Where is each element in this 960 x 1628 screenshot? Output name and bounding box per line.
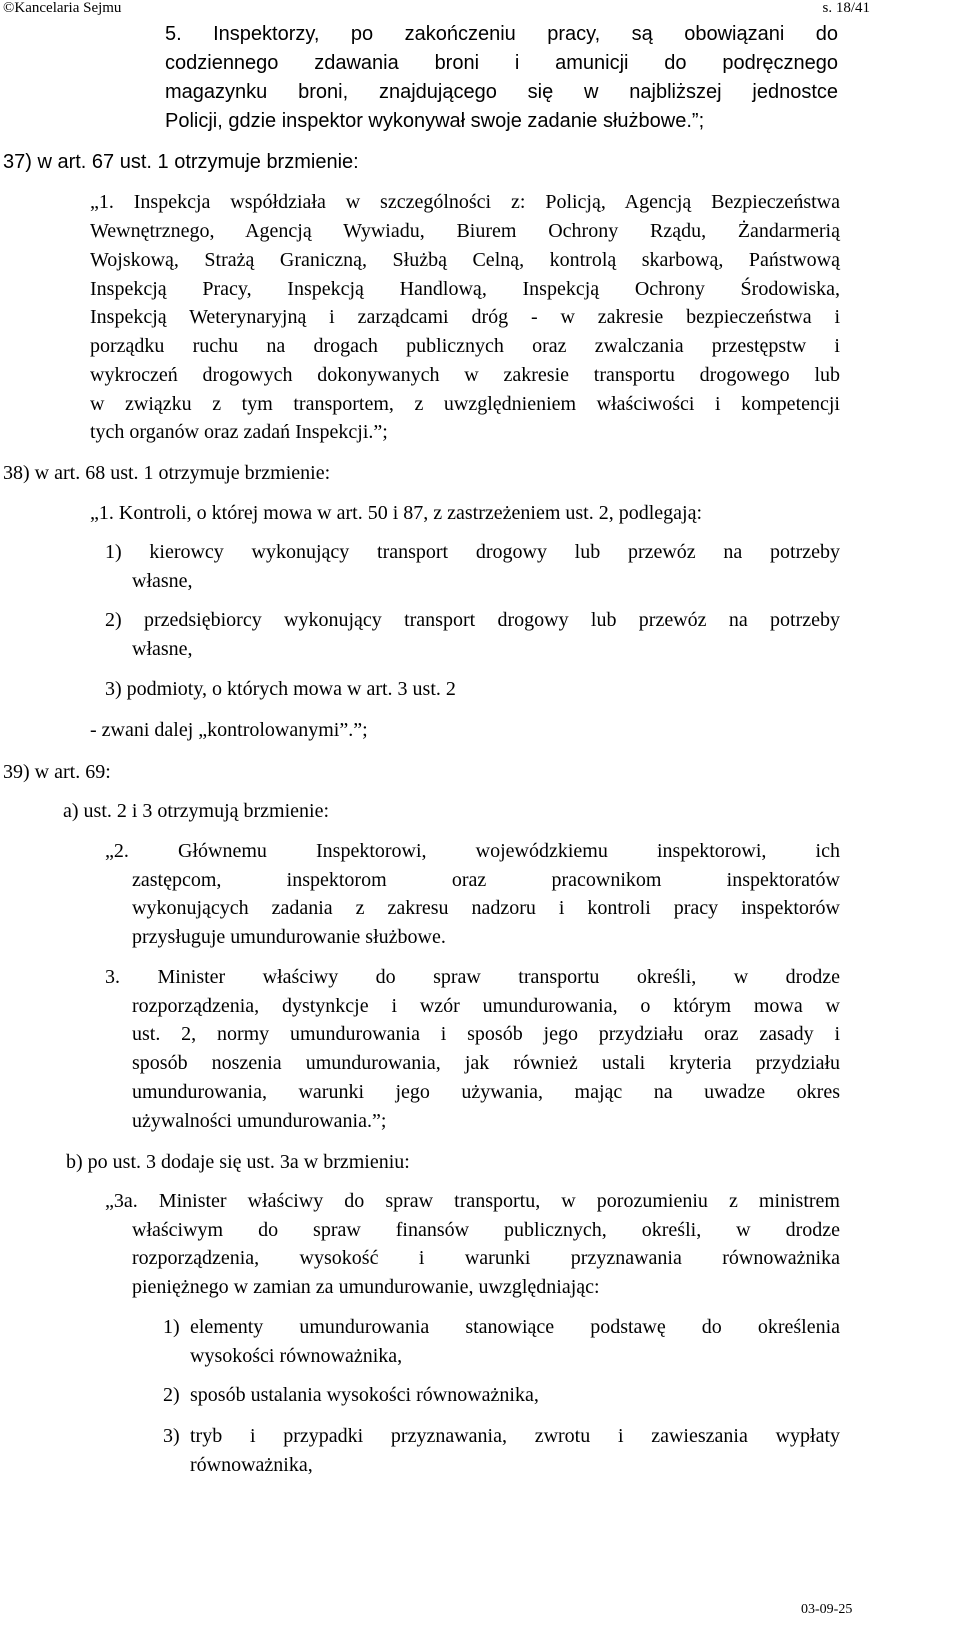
item-39-ust3a	[105, 1187, 840, 1302]
text-line: elementy umundurowania stanowiące podstawę do określenia	[190, 1316, 840, 1338]
text-line: pieniężnego w zamian za umundurowanie, uwzględniając:	[132, 1276, 600, 1299]
text-line: umundurowania, warunki jego używania, mając na uwadze okres	[132, 1080, 840, 1103]
item-38-point-2	[105, 606, 840, 663]
item-38-heading: 38) w art. 68 ust. 1 otrzymuje brzmienie:	[3, 462, 331, 484]
paragraph-art36-ust5	[165, 20, 838, 136]
text-line: wykonujących zadania z zakresu nadzoru i kontroli pracy inspektorów	[132, 897, 840, 919]
item-38-point-3: 3) podmioty, o których mowa w art. 3 ust. 2	[105, 678, 456, 700]
text-line: własne,	[132, 569, 193, 592]
text-line: 5. Inspektorzy, po zakończeniu pracy, są obowiązani do	[165, 23, 838, 45]
item-37-quote-body	[90, 217, 840, 447]
text-line: 1) kierowcy wykonujący transport drogowy lub przewóz na potrzeby	[105, 541, 840, 563]
item-39-point-2: sposób ustalania wysokości równoważnika,	[190, 1384, 539, 1406]
text-line: tych organów oraz zadań Inspekcji.”;	[90, 421, 388, 444]
point-number: 3)	[163, 1425, 180, 1447]
text-line: własne,	[132, 637, 193, 660]
point-number: 1)	[163, 1316, 180, 1338]
text-line: używalności umundurowania.”;	[132, 1109, 387, 1132]
text-line: Wojskową, Strażą Graniczną, Służbą Celną, kontrolą skarbową, Państwową	[90, 248, 840, 271]
item-37-heading: 37) w art. 67 ust. 1 otrzymuje brzmienie:	[3, 151, 359, 173]
text-line: Inspekcją Weterynaryjną i zarządcami dróg - w zakresie bezpieczeństwa i	[90, 306, 840, 329]
item-39-ust3	[105, 963, 840, 1135]
text-line: równoważnika,	[190, 1453, 313, 1476]
text-line: „2. Głównemu Inspektorowi, wojewódzkiemu inspektorowi, ich	[105, 840, 840, 862]
text-line: porządku ruchu na drogach publicznych oraz zwalczania przestępstw i	[90, 335, 840, 357]
header-page-number: s. 18/41	[822, 0, 870, 16]
text-line: Inspekcją Pracy, Inspekcją Handlową, Inspekcją Ochrony Środowiska,	[90, 277, 840, 300]
text-line: 2) przedsiębiorcy wykonujący transport drogowy lub przewóz na potrzeby	[105, 609, 840, 631]
text-line: zastępcom, inspektorom oraz pracownikom inspektoratów	[132, 868, 840, 891]
text-line: właściwym do spraw finansów publicznych, określi, w drodze	[132, 1218, 840, 1241]
footer-date: 03-09-25	[801, 1602, 853, 1617]
text-line: 3. Minister właściwy do spraw transportu określi, w drodze	[105, 966, 840, 988]
item-37-quote	[90, 188, 840, 217]
text-line: ust. 2, normy umundurowania i sposób jego przydziału oraz zasady i	[132, 1023, 840, 1046]
text-line: wysokości równoważnika,	[190, 1344, 403, 1367]
point-number: 2)	[163, 1384, 180, 1406]
text-line: „3a. Minister właściwy do spraw transportu, w porozumieniu z ministrem	[105, 1190, 840, 1212]
text-line: w związku z tym transportem, z uwzględnieniem właściwości i kompetencji	[90, 392, 840, 415]
item-38-closing: - zwani dalej „kontrolowanymi”.”;	[90, 719, 368, 741]
item-39-a-heading: a) ust. 2 i 3 otrzymują brzmienie:	[63, 800, 330, 822]
text-line: rozporządzenia, dystynkcje i wzór umundurowania, o którym mowa w	[132, 994, 840, 1017]
item-39-point-3	[190, 1422, 840, 1479]
text-line: magazynku broni, znajdującego się w najbliższej jednostce	[165, 81, 838, 103]
text-line: codziennego zdawania broni i amunicji do podręcznego	[165, 52, 838, 74]
text-line: przysługuje umundurowanie służbowe.	[132, 925, 446, 948]
item-39-ust2	[105, 837, 840, 951]
text-line: Policji, gdzie inspektor wykonywał swoje zadanie służbowe.”;	[165, 110, 705, 132]
text-line: sposób noszenia umundurowania, jak również ustali kryteria przydziału	[132, 1052, 840, 1075]
item-39-heading: 39) w art. 69:	[3, 761, 111, 783]
text-line: Wewnętrznego, Agencją Wywiadu, Biurem Ochrony Rządu, Żandarmerią	[90, 220, 840, 242]
item-38-point-1	[105, 538, 840, 595]
text-line: tryb i przypadki przyznawania, zwrotu i zawieszania wypłaty	[190, 1425, 840, 1447]
text-line: „1. Inspekcja współdziała w szczególności z: Policją, Agencją Bezpieczeństwa	[90, 191, 840, 213]
item-39-b-heading: b) po ust. 3 dodaje się ust. 3a w brzmieniu:	[66, 1151, 410, 1173]
text-line: wykroczeń drogowych dokonywanych w zakresie transportu drogowego lub	[90, 363, 840, 386]
item-39-point-1	[190, 1313, 840, 1370]
header-source: ©Kancelaria Sejmu	[3, 0, 122, 16]
item-38-intro: „1. Kontroli, o której mowa w art. 50 i 87, z zastrzeżeniem ust. 2, podlegają:	[90, 502, 703, 524]
text-line: rozporządzenia, wysokość i warunki przyznawania równoważnika	[132, 1247, 840, 1270]
